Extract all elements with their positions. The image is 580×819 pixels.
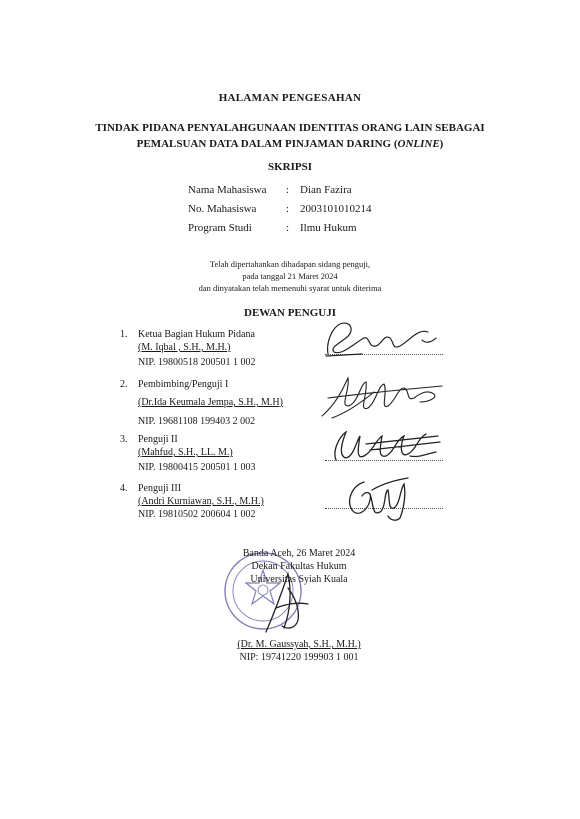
signature-3 bbox=[326, 426, 446, 466]
field-colon: : bbox=[286, 222, 290, 234]
dean-position: Dekan Fakultas Hukum bbox=[251, 561, 347, 572]
defense-line: pada tanggal 21 Maret 2024 bbox=[242, 271, 338, 281]
member-nip: NIP. 19681108 199403 2 002 bbox=[138, 416, 256, 427]
field-value: 2003101010214 bbox=[300, 203, 372, 215]
university-name: Universitas Syiah Kuala bbox=[250, 574, 348, 585]
field-colon: : bbox=[286, 184, 290, 196]
member-number: 3. bbox=[120, 434, 128, 445]
member-number: 4. bbox=[120, 483, 128, 494]
member-number: 1. bbox=[120, 329, 128, 340]
dean-identity bbox=[0, 638, 580, 664]
doc-type: SKRIPSI bbox=[267, 161, 313, 173]
member-name: (M. Iqbal , S.H., M.H.) bbox=[138, 342, 231, 353]
member-role: Penguji III bbox=[138, 483, 182, 494]
dean-nip: NIP: 19741220 199903 1 001 bbox=[239, 652, 359, 663]
member-name: (Andri Kurniawan, S.H., M.H.) bbox=[138, 496, 264, 507]
signature-4 bbox=[342, 470, 422, 522]
dean-block bbox=[0, 547, 580, 586]
thesis-title bbox=[0, 120, 580, 152]
defense-line: Telah dipertahankan dihadapan sidang penguji, bbox=[209, 259, 371, 269]
member-role: Ketua Bagian Hukum Pidana bbox=[138, 329, 255, 340]
member-nip: NIP. 19810502 200604 1 002 bbox=[138, 509, 256, 520]
field-colon: : bbox=[286, 203, 290, 215]
defense-statement bbox=[0, 258, 580, 294]
member-role: Pembimbing/Penguji I bbox=[138, 379, 229, 390]
member-name: (Mahfud, S.H., LL. M.) bbox=[138, 447, 233, 458]
board-heading: DEWAN PENGUJI bbox=[244, 307, 336, 319]
field-label: Nama Mahasiswa bbox=[188, 184, 267, 196]
field-label: Program Studi bbox=[188, 222, 252, 234]
thesis-title-italic: ONLINE bbox=[397, 138, 440, 150]
field-value: Dian Fazira bbox=[300, 184, 352, 196]
signature-2 bbox=[318, 372, 448, 422]
field-value: Ilmu Hukum bbox=[300, 222, 357, 234]
member-nip: NIP. 19800518 200501 1 002 bbox=[138, 357, 256, 368]
member-role: Penguji II bbox=[138, 434, 178, 445]
thesis-title-line2-main: PEMALSUAN DATA DALAM PINJAMAN DARING ( bbox=[136, 138, 398, 150]
member-number: 2. bbox=[120, 379, 128, 390]
member-name: (Dr.Ida Keumala Jempa, S.H., M.H) bbox=[138, 397, 283, 408]
field-label: No. Mahasiswa bbox=[188, 203, 257, 215]
thesis-title-line2-end: ) bbox=[439, 138, 444, 150]
defense-line: dan dinyatakan telah memenuhi syarat untuk diterima bbox=[198, 283, 382, 293]
dean-name: (Dr. M. Gaussyah, S.H., M.H.) bbox=[237, 639, 361, 650]
place-date: Banda Aceh, 26 Maret 2024 bbox=[242, 548, 356, 559]
thesis-title-line2 bbox=[0, 136, 580, 152]
signature-1 bbox=[322, 318, 442, 360]
member-nip: NIP. 19800415 200501 1 003 bbox=[138, 462, 256, 473]
thesis-title-line1: TINDAK PIDANA PENYALAHGUNAAN IDENTITAS ORANG LAIN SEBAGAI bbox=[95, 122, 485, 134]
page-title: HALAMAN PENGESAHAN bbox=[218, 92, 362, 104]
